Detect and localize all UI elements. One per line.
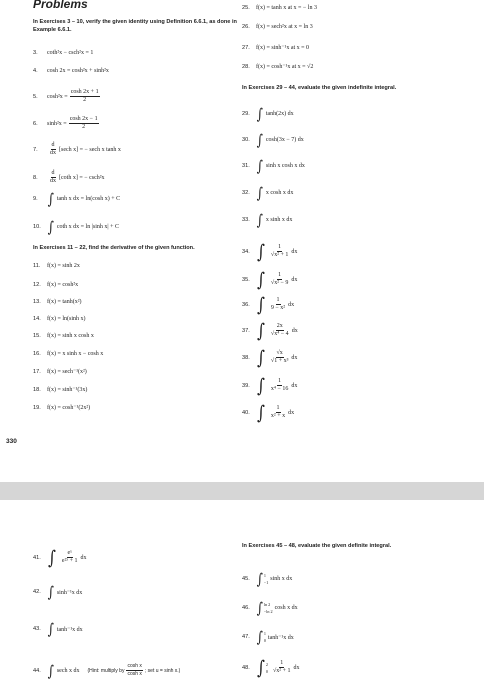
exercise-expression: [47, 404, 90, 411]
rhs-numerator: cosh 2x − 1: [69, 116, 98, 122]
exercise-expression: [47, 68, 109, 74]
exercise-10: [33, 218, 119, 236]
integrand-numerator: 1: [280, 660, 284, 666]
integral-sign: ∫: [256, 319, 265, 342]
expr-text: sinh⁻¹x dx: [56, 589, 83, 596]
integral-sign: ∫: [47, 190, 55, 208]
derivative-operator-denominator: dx: [50, 178, 56, 184]
expr-text: cosh x dx: [274, 605, 298, 611]
page-number: 330: [6, 438, 17, 445]
exercise-13: [33, 299, 82, 305]
expr-text: f(x) = cosh⁻¹(2x²): [47, 405, 91, 411]
exercise-number: 43.: [33, 626, 41, 632]
expr-text: [sech x] = − sech x tanh x: [59, 146, 121, 153]
exercise-7: [33, 142, 121, 157]
integrand-fraction: [61, 550, 79, 565]
exercise-number: 35.: [242, 276, 250, 283]
page-title: Problems: [33, 0, 88, 11]
exercise-expression: [47, 170, 105, 185]
exercise-expression: [256, 240, 298, 263]
integral-sign: ∫: [256, 374, 265, 397]
exercise-expression: [256, 44, 309, 51]
exercise-expression: [47, 218, 119, 236]
instructions-29-44: In Exercises 29 – 44, evaluate the given indefinite integral.: [242, 85, 397, 91]
expr-differential: dx: [291, 276, 298, 283]
rhs-denominator: 2: [83, 97, 87, 103]
exercise-expression: [47, 116, 101, 131]
exercise-number: 44.: [33, 667, 41, 674]
derivative-operator-denominator: dx: [50, 150, 56, 156]
exercise-number: 18.: [33, 386, 41, 393]
rhs-numerator: cosh 2x + 1: [70, 89, 99, 95]
expr-text: coth²x − csch²x = 1: [47, 50, 94, 56]
integrand-fraction: [270, 297, 286, 312]
exercise-number: 41.: [33, 554, 41, 561]
exercise-number: 14.: [33, 316, 41, 322]
exercise-expression: [47, 263, 80, 269]
exercise-5: [33, 89, 102, 104]
exercise-39: [242, 374, 298, 397]
hint-text-end: ; set u = sinh x.): [144, 667, 181, 674]
exercise-number: 29.: [242, 111, 250, 117]
exercise-expression: [256, 293, 295, 316]
expr-text: x sinh x dx: [265, 217, 293, 223]
exercise-number: 30.: [242, 137, 250, 143]
exercise-18: [33, 386, 87, 393]
exercise-number: 16.: [33, 351, 41, 357]
hint: [88, 663, 181, 678]
exercise-11: [33, 263, 80, 269]
exercise-number: 3.: [33, 50, 38, 56]
integral-sign: ∫: [256, 157, 264, 175]
exercise-36: [242, 293, 295, 316]
derivative-operator-numerator: d: [51, 142, 55, 148]
integrand-denominator: √x² − 9: [270, 280, 289, 286]
exercise-expression: [256, 131, 304, 149]
integral-limits: [264, 630, 266, 644]
exercise-expression: [47, 583, 83, 601]
exercise-number: 4.: [33, 68, 38, 74]
exercise-expression: [47, 89, 102, 104]
upper-limit: 1: [263, 573, 266, 578]
hint-numerator: cosh x: [127, 663, 142, 669]
exercise-26: [242, 24, 313, 30]
derivative-operator-numerator: d: [51, 170, 55, 176]
lower-limit: 0: [263, 638, 266, 643]
expr-text: f(x) = tanh(x²): [47, 299, 82, 305]
integrand-numerator: 1: [278, 244, 282, 250]
exercise-expression: [256, 630, 294, 644]
exercise-15: [33, 333, 94, 339]
integrand-denominator: √x⁴ − 4: [270, 331, 289, 337]
exercise-number: 5.: [33, 93, 38, 100]
exercise-expression: [256, 346, 298, 369]
exercise-expression: [256, 5, 317, 11]
integrand-denominator: x² + x: [270, 413, 286, 419]
integrand-denominator: √x² + 1: [270, 252, 289, 258]
exercise-number: 19.: [33, 404, 41, 411]
exercise-number: 32.: [242, 190, 250, 196]
integrand-numerator: 1: [278, 272, 282, 278]
integrand-numerator: 1: [278, 378, 282, 384]
expr-text: cosh(3x − 7) dx: [265, 137, 304, 143]
expr-differential: dx: [288, 301, 295, 308]
hint-denominator: cosh x: [127, 671, 142, 677]
integral-sign: ∫: [256, 346, 265, 369]
integrand-numerator: 1: [276, 297, 280, 303]
integrand-fraction: [272, 660, 291, 675]
exercise-number: 47.: [242, 634, 250, 640]
exercise-48: [242, 656, 300, 679]
upper-limit: ln 2: [263, 602, 271, 607]
expr-text: f(x) = sinh⁻¹x at x = 0: [256, 45, 310, 51]
expr-differential: dx: [291, 327, 298, 334]
exercise-number: 31.: [242, 163, 250, 169]
exercise-number: 17.: [33, 368, 41, 375]
integrand-numerator: 1: [276, 405, 280, 411]
expr-differential: dx: [291, 248, 298, 255]
exercise-37: [242, 319, 298, 342]
exercise-expression: [256, 63, 313, 70]
exercise-46: [242, 601, 298, 615]
exercise-number: 38.: [242, 354, 250, 361]
exercise-27: [242, 44, 309, 51]
integrand-fraction: [270, 244, 289, 259]
exercise-16: [33, 351, 103, 357]
integral-limits: [266, 661, 268, 675]
integrand-denominator: √1 + x³: [270, 358, 289, 364]
expr-text: tanh(2x) dx: [265, 111, 294, 117]
exercise-expression: [47, 663, 180, 678]
exercise-41: [33, 546, 87, 569]
exercise-expression: [256, 184, 294, 202]
expr-lhs: sinh²x =: [47, 120, 67, 127]
expr-text: sech x dx: [56, 667, 80, 674]
exercise-number: 28.: [242, 63, 250, 70]
exercise-expression: [256, 157, 305, 175]
integral-sign: ∫: [47, 583, 55, 601]
expr-text: f(x) = x sinh x − cosh x: [47, 351, 104, 357]
expr-differential: dx: [288, 409, 295, 416]
exercise-number: 8.: [33, 174, 38, 181]
exercise-number: 26.: [242, 24, 250, 30]
integrand-fraction: [270, 323, 290, 338]
integrand-numerator: eˣ: [67, 550, 72, 556]
exercise-25: [242, 5, 317, 11]
derivative-operator-fraction: [49, 142, 57, 157]
integrand-numerator: √x: [276, 350, 283, 356]
exercise-expression: [47, 282, 78, 288]
exercise-44: [33, 663, 180, 678]
exercise-expression: [256, 24, 313, 30]
integral-sign: ∫: [256, 628, 264, 646]
exercise-8: [33, 170, 105, 185]
integral-sign: ∫: [47, 218, 55, 236]
instructions-11-22: In Exercises 11 – 22, find the derivative of the given function.: [33, 245, 195, 251]
integrand-fraction: [270, 378, 289, 393]
integral-sign: ∫: [256, 656, 265, 679]
exercise-expression: [256, 211, 293, 229]
expr-text: [coth x] = − csch²x: [59, 174, 105, 181]
exercise-12: [33, 282, 78, 288]
integral-sign: ∫: [256, 570, 264, 588]
expr-differential: dx: [291, 354, 298, 361]
exercise-34: [242, 240, 298, 263]
upper-limit: 2: [265, 661, 268, 667]
expr-text: f(x) = cosh²x: [47, 282, 79, 288]
integral-limits: [264, 572, 268, 586]
exercise-number: 34.: [242, 248, 250, 255]
exercise-expression: [47, 333, 94, 339]
exercise-9: [33, 190, 121, 208]
exercise-number: 48.: [242, 664, 250, 671]
expr-text: x cosh x dx: [265, 190, 294, 196]
expr-text: tanh⁻¹x dx: [267, 634, 294, 641]
exercise-43: [33, 620, 83, 638]
exercise-14: [33, 316, 86, 322]
expr-text: tanh⁻¹x dx: [56, 626, 83, 633]
exercise-expression: [47, 50, 93, 56]
exercise-3: [33, 50, 93, 56]
hint-fraction: [126, 663, 142, 678]
expr-text: f(x) = sinh⁻¹(3x): [47, 387, 88, 393]
expr-text: f(x) = cosh⁻¹x at x = √2: [256, 64, 314, 70]
exercise-number: 25.: [242, 5, 250, 11]
exercise-number: 33.: [242, 217, 250, 223]
exercise-expression: [256, 401, 295, 424]
integrand-denominator: √x² + 1: [273, 668, 291, 674]
exercise-number: 7.: [33, 146, 38, 153]
exercise-expression: [256, 268, 298, 291]
integrand-fraction: [270, 405, 286, 420]
exercise-expression: [256, 374, 298, 397]
integral-limits: [264, 601, 273, 615]
expr-text: f(x) = sinh x cosh x: [47, 333, 94, 339]
exercise-number: 13.: [33, 299, 41, 305]
exercise-expression: [47, 368, 87, 375]
expr-text: cosh 2x = cosh²x + sinh²x: [47, 68, 109, 74]
exercise-35: [242, 268, 298, 291]
integral-sign: ∫: [256, 293, 265, 316]
exercise-number: 45.: [242, 576, 250, 582]
exercise-17: [33, 368, 87, 375]
exercise-4: [33, 68, 109, 74]
expr-differential: dx: [80, 554, 87, 561]
integral-sign: ∫: [256, 105, 264, 123]
integral-sign: ∫: [256, 401, 265, 424]
exercise-number: 46.: [242, 605, 250, 611]
exercise-expression: [256, 105, 294, 123]
exercise-number: 37.: [242, 327, 250, 334]
integral-sign: ∫: [47, 661, 55, 680]
lower-limit: −ln 2: [263, 609, 273, 614]
exercise-number: 36.: [242, 301, 250, 308]
exercise-expression: [47, 190, 121, 208]
integral-sign: ∫: [256, 268, 265, 291]
exercise-47: [242, 630, 294, 644]
expr-text: tanh x dx = ln(cosh x) + C: [56, 196, 121, 202]
exercise-28: [242, 63, 313, 70]
exercise-number: 11.: [33, 263, 41, 269]
expr-text: f(x) = sech⁻¹(x²): [47, 369, 87, 375]
expr-lhs: cosh²x =: [47, 93, 68, 100]
exercise-expression: [47, 620, 83, 638]
exercise-29: [242, 105, 294, 123]
exercise-number: 27.: [242, 44, 250, 51]
integral-sign: ∫: [47, 620, 55, 638]
integral-sign: ∫: [47, 546, 56, 569]
integrand-denominator: 9 − x²: [270, 305, 286, 311]
exercise-32: [242, 184, 294, 202]
exercise-40: [242, 401, 295, 424]
rhs-fraction: [69, 116, 99, 131]
page-separator: [0, 482, 484, 500]
exercise-expression: [256, 656, 300, 679]
expr-differential: dx: [291, 382, 298, 389]
exercise-31: [242, 157, 305, 175]
expr-text: f(x) = tanh x at x = − ln 3: [256, 5, 317, 11]
exercise-45: [242, 572, 292, 586]
integrand-numerator: 2x: [276, 323, 283, 329]
exercise-number: 12.: [33, 282, 41, 288]
derivative-operator-fraction: [49, 170, 57, 185]
instructions-3-10: In Exercises 3 – 10, verify the given identity using Definition 6.6.1, as done in Example 6.6.1.: [33, 19, 237, 33]
expr-text: sinh x cosh x dx: [265, 163, 305, 169]
exercise-expression: [47, 351, 103, 357]
instructions-45-48: In Exercises 45 – 48, evaluate the given definite integral.: [242, 543, 392, 549]
exercise-expression: [256, 572, 292, 586]
upper-limit: 1: [263, 631, 266, 636]
exercise-number: 15.: [33, 333, 41, 339]
expr-text: coth x dx = ln |sinh x| + C: [56, 224, 119, 230]
exercise-expression: [47, 299, 82, 305]
expr-text: sinh x dx: [270, 576, 293, 582]
expr-differential: dx: [293, 664, 300, 671]
exercise-number: 6.: [33, 120, 38, 127]
integrand-denominator: e²ˣ + 1: [61, 558, 78, 564]
expr-text: f(x) = sech²x at x = ln 3: [256, 24, 313, 30]
rhs-fraction: [70, 89, 100, 104]
exercise-6: [33, 116, 101, 131]
exercise-33: [242, 211, 293, 229]
integral-sign: ∫: [256, 184, 264, 202]
exercise-number: 40.: [242, 409, 250, 416]
exercise-expression: [47, 316, 86, 322]
integral-sign: ∫: [256, 131, 264, 149]
exercise-42: [33, 583, 83, 601]
exercise-number: 39.: [242, 382, 250, 389]
exercise-number: 42.: [33, 589, 41, 595]
exercise-expression: [47, 546, 87, 569]
exercise-number: 10.: [33, 224, 41, 230]
expr-text: f(x) = sinh 2x: [47, 263, 80, 269]
integrand-fraction: [270, 350, 289, 365]
rhs-denominator: 2: [82, 124, 86, 130]
integral-sign: ∫: [256, 599, 264, 617]
exercise-expression: [47, 142, 121, 157]
lower-limit: 0: [265, 668, 268, 674]
integrand-denominator: x⁴ − 16: [270, 386, 289, 392]
exercise-30: [242, 131, 304, 149]
integral-sign: ∫: [256, 211, 264, 229]
exercise-38: [242, 346, 298, 369]
exercise-expression: [256, 601, 298, 615]
hint-text: (Hint: multiply by: [87, 667, 125, 674]
integral-sign: ∫: [256, 240, 265, 263]
exercise-19: [33, 404, 90, 411]
exercise-expression: [47, 386, 87, 393]
expr-text: f(x) = ln(sinh x): [47, 316, 86, 322]
exercise-number: 9.: [33, 196, 38, 202]
lower-limit: −1: [263, 580, 269, 585]
integrand-fraction: [270, 272, 289, 287]
textbook-page-bottom: [0, 500, 484, 700]
exercise-expression: [256, 319, 298, 342]
